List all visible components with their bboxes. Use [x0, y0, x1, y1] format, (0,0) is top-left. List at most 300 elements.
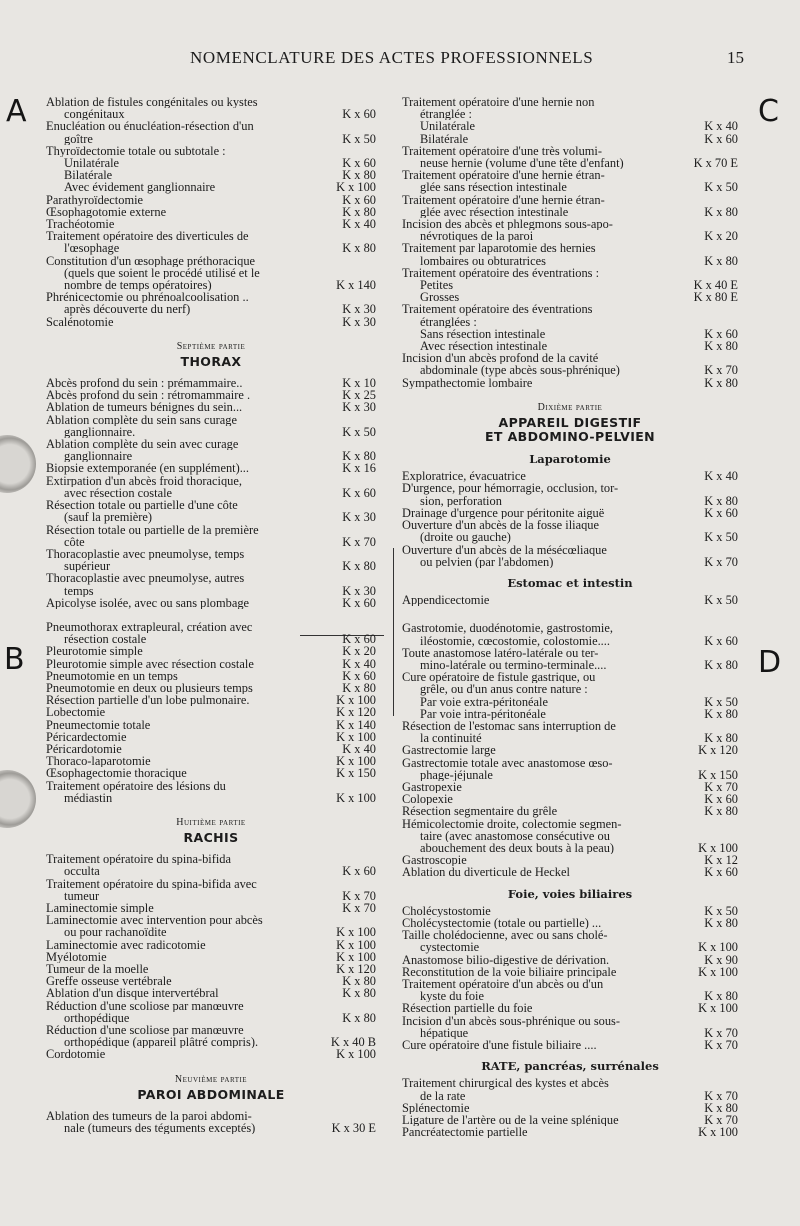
item-text-line: névrotiques de la paroi [420, 230, 534, 243]
item-text-line: lombaires ou obturatrices [420, 254, 546, 267]
list-item [46, 96, 376, 120]
item-text-line: ou pelvien (par l'abdomen) [420, 555, 554, 568]
list-item [46, 963, 376, 975]
item-value: K x 100 [336, 754, 376, 769]
item-text-line: Traitement opératoire des éventrations [402, 303, 593, 316]
item-text-line: temps [64, 584, 94, 597]
list-item [46, 316, 376, 328]
item-value: K x 50 [704, 903, 738, 918]
list-item [402, 594, 738, 606]
item-value: K x 60 [704, 505, 738, 520]
item-text-line: Péricardectomie [46, 730, 127, 743]
item-value: K x 10 [342, 376, 376, 391]
list-item [402, 96, 738, 120]
item-text-line: Parathyroïdectomie [46, 193, 144, 206]
item-text-line: Résection de l'estomac sans interruption de [402, 719, 616, 733]
list-item [402, 1102, 738, 1114]
list-rate [402, 1077, 738, 1138]
item-text-line: Ablation complète du sein sans curage [46, 413, 237, 426]
list-item [46, 755, 376, 767]
item-text-line: Résection segmentaire du grêle [402, 805, 558, 818]
item-value: K x 60 [704, 865, 738, 880]
list-item [46, 462, 376, 474]
item-value: K x 70 [704, 779, 738, 794]
item-value: K x 80 [704, 253, 738, 268]
item-value: K x 50 [704, 530, 738, 545]
list-item [46, 987, 376, 999]
list-item [402, 169, 738, 193]
list-item [402, 757, 738, 781]
corner-letter-b: B [4, 642, 25, 677]
item-text-line: (quels que soient le procédé utilisé et le [64, 266, 260, 280]
item-value: K x 100 [336, 925, 376, 940]
item-value: K x 50 [342, 424, 376, 439]
item-value: K x 30 [342, 302, 376, 317]
binder-hole-bottom [0, 770, 36, 828]
item-text-line: congénitaux [64, 108, 125, 121]
list-item [46, 939, 376, 951]
list-item [46, 645, 376, 657]
item-text-line: Anastomose bilio-digestive de dérivation. [402, 953, 610, 966]
list-item [46, 914, 376, 938]
item-text-line: abouchement des deux bouts à la peau) [420, 841, 615, 855]
list-item [402, 120, 738, 132]
item-text-line: tumeur [64, 889, 100, 902]
item-value: K x 60 [342, 192, 376, 207]
list-item [402, 708, 738, 720]
list-item [46, 572, 376, 596]
item-value: K x 100 [698, 1125, 738, 1140]
list-item [402, 519, 738, 543]
binder-hole-top [0, 435, 36, 493]
item-text-line: Bilatérale [64, 169, 113, 182]
item-value: K x 80 [704, 804, 738, 819]
list-item [402, 470, 738, 482]
item-value: K x 70 [704, 1113, 738, 1128]
item-text-line: sion, perforation [420, 494, 502, 507]
list-item [402, 544, 738, 568]
item-value: K x 40 [342, 741, 376, 756]
item-value: K x 20 [342, 644, 376, 659]
list-hernie [402, 96, 738, 389]
item-text-line: Incision d'un abcès profond de la cavité [402, 352, 599, 365]
list-item [46, 902, 376, 914]
item-text-line: Incision des abcès et phlegmons sous-apo- [402, 218, 613, 231]
item-value: K x 100 [336, 937, 376, 952]
list-item [402, 1002, 738, 1014]
item-value: K x 40 [342, 217, 376, 232]
corner-letter-a: A [6, 94, 27, 129]
item-text-line: phage-jéjunale [420, 768, 493, 781]
item-text-line: Lobectomie [46, 706, 106, 719]
item-text-line: D'urgence, pour hémorragie, occlusion, tor- [402, 482, 619, 495]
list-estomac [402, 594, 738, 606]
item-value: K x 16 [342, 461, 376, 476]
list-item [402, 145, 738, 169]
item-text-line: Unilatérale [64, 157, 120, 170]
item-text-line: Apicolyse isolée, avec ou sans plombage [46, 596, 250, 609]
item-value: K x 30 [342, 583, 376, 598]
item-text-line: Pneumectomie totale [46, 718, 151, 731]
item-text-line: Petites [420, 279, 454, 292]
item-text-line: Pneumotomie en deux ou plusieurs temps [46, 681, 253, 695]
item-text-line: Résection partielle d'un lobe pulmonaire. [46, 694, 250, 707]
list-thorax [46, 377, 376, 609]
item-text-line: Traitement opératoire des lésions du [46, 779, 226, 792]
section-title-line-1: APPAREIL DIGESTIF [498, 415, 642, 431]
item-value: K x 80 [704, 339, 738, 354]
item-value: K x 80 [342, 168, 376, 183]
item-value: K x 80 [704, 657, 738, 672]
item-text-line: Ablation complète du sein avec curage [46, 438, 239, 451]
list-item [46, 706, 376, 718]
item-value: K x 40 [342, 656, 376, 671]
item-value: K x 70 [342, 888, 376, 903]
list-item [46, 743, 376, 755]
item-text-line: Cordotomie [46, 1048, 106, 1061]
page-title: NOMENCLATURE DES ACTES PROFESSIONNELS [190, 48, 594, 67]
list-item [402, 978, 738, 1002]
section-label-8: Huitième partie [176, 816, 246, 828]
item-text-line: Ouverture d'un abcès de la fosse iliaque [402, 519, 599, 532]
list-item [46, 658, 376, 670]
item-text-line: iléostomie, cœcostomie, colostomie.... [420, 634, 610, 647]
item-text-line: Cholécystectomie (totale ou partielle) ... [402, 916, 602, 930]
item-text-line: Splénectomie [402, 1101, 470, 1115]
item-text-line: Ablation du diverticule de Heckel [402, 866, 570, 879]
list-item [46, 218, 376, 230]
item-text-line: Péricardotomie [46, 742, 122, 756]
list-item [402, 507, 738, 519]
item-value: K x 20 [704, 229, 738, 244]
section-title-thorax: THORAX [180, 354, 242, 370]
item-text-line: taire (avec anastomose consécutive ou [420, 829, 610, 842]
item-value: K x 150 [698, 767, 738, 782]
list-item [46, 438, 376, 462]
item-text-line: Sans résection intestinale [420, 327, 546, 341]
item-text-line: Phrénicectomie ou phrénoalcoolisation .. [46, 291, 249, 304]
item-value: K x 70 [342, 534, 376, 549]
list-item [46, 169, 376, 181]
item-text-line: Scalénotomie [46, 315, 114, 328]
subhead-foie: Foie, voies biliaires [507, 886, 633, 901]
item-text-line: Résection totale ou partielle de la première [46, 523, 259, 536]
item-text-line: Gastropexie [402, 780, 462, 794]
list-item [402, 647, 738, 671]
item-text-line: Traitement opératoire du spina-bifida [46, 853, 232, 866]
item-value: K x 80 [342, 204, 376, 219]
item-value: K x 60 [704, 326, 738, 341]
list-item [402, 1077, 738, 1101]
item-text-line: Constitution d'un œsophage préthoracique [46, 254, 256, 267]
subhead-estomac: Estomac et intestin [507, 575, 633, 590]
section-title-rachis: RACHIS [183, 830, 239, 846]
list-foie [402, 905, 738, 1051]
item-value: K x 40 B [330, 1035, 376, 1050]
item-text-line: Pneumothorax extrapleural, création avec [46, 620, 253, 634]
item-text-line: Thoracoplastie avec pneumolyse, autres [46, 572, 245, 585]
item-text-line: ganglionnaire [64, 450, 133, 463]
item-value: K x 30 E [331, 1121, 376, 1136]
list-item [402, 1126, 738, 1138]
list-item [402, 133, 738, 145]
item-value: K x 40 E [693, 278, 738, 293]
item-text-line: Œsophagotomie externe [46, 205, 167, 219]
item-text-line: avec résection costale [64, 486, 173, 500]
item-value: K x 80 [704, 1100, 738, 1115]
list-digestif-d [402, 622, 738, 878]
item-text-line: (sauf la première) [64, 511, 153, 524]
item-value: K x 80 E [693, 290, 738, 305]
section-title-paroi: PAROI ABDOMINALE [137, 1086, 285, 1102]
item-text-line: Résection totale ou partielle d'une côte [46, 499, 238, 512]
item-text-line: Gastroscopie [402, 854, 467, 867]
list-item [402, 793, 738, 805]
item-value: K x 40 [704, 119, 738, 134]
item-text-line: Grosses [420, 291, 460, 304]
list-item [46, 414, 376, 438]
item-text-line: abdominale (type abcès sous-phrénique) [420, 364, 620, 377]
item-value: K x 50 [704, 694, 738, 709]
item-text-line: Hémicolectomie droite, colectomie segmen- [402, 817, 622, 830]
item-text-line: Ablation de fistules congénitales ou kystes [46, 96, 258, 109]
list-item [46, 1110, 376, 1134]
item-value: K x 100 [336, 1047, 376, 1062]
item-value: K x 140 [336, 717, 376, 732]
item-text-line: goître [64, 132, 93, 145]
item-value: K x 100 [336, 790, 376, 805]
list-item [46, 621, 376, 645]
section-title-appareil [402, 416, 738, 444]
subhead-rate: RATE, pancréas, surrénales [481, 1059, 659, 1074]
item-value: K x 30 [342, 400, 376, 415]
list-item [46, 120, 376, 144]
item-value: K x 120 [336, 705, 376, 720]
item-text-line: Trachéotomie [46, 218, 115, 231]
list-item [46, 853, 376, 877]
item-text-line: Thyroïdectomie totale ou subtotale : [46, 144, 226, 158]
list-item [402, 1114, 738, 1126]
list-item [402, 805, 738, 817]
item-text-line: Toute anastomose latéro-latérale ou ter- [402, 646, 599, 659]
list-item [46, 1024, 376, 1048]
list-item [402, 917, 738, 929]
item-text-line: Laminectomie simple [46, 901, 154, 915]
list-laparotomie [402, 470, 738, 568]
item-value: K x 30 [342, 314, 376, 329]
list-item [402, 303, 738, 327]
item-text-line: glée sans résection intestinale [420, 181, 567, 194]
item-text-line: Par voie extra-péritonéale [420, 695, 548, 708]
list-item [46, 524, 376, 548]
item-text-line: cystectomie [420, 941, 480, 954]
list-item [46, 1000, 376, 1024]
list-item [402, 818, 738, 855]
item-text-line: Ligature de l'artère ou de la veine splénique [402, 1114, 619, 1127]
item-value: K x 80 [342, 680, 376, 695]
list-item [402, 1015, 738, 1039]
item-value: K x 100 [336, 729, 376, 744]
item-text-line: étranglées : [420, 315, 477, 328]
item-value: K x 120 [698, 743, 738, 758]
list-item [402, 267, 738, 279]
item-text-line: Abcès profond du sein : rétromammaire . [46, 389, 251, 402]
item-text-line: neuse hernie (volume d'une tête d'enfant) [420, 157, 624, 170]
item-value: K x 100 [698, 1001, 738, 1016]
list-item [46, 670, 376, 682]
list-item [46, 194, 376, 206]
item-text-line: Gastrotomie, duodénotomie, gastrostomie, [402, 622, 613, 635]
item-value: K x 80 [704, 915, 738, 930]
item-text-line: Myélotomie [46, 950, 107, 963]
item-value: K x 120 [336, 962, 376, 976]
item-value: K x 70 [704, 363, 738, 378]
list-item [46, 145, 376, 157]
item-text-line: Avec résection intestinale [420, 340, 548, 353]
item-value: K x 100 [698, 940, 738, 955]
list-item [402, 744, 738, 756]
item-text-line: glée avec résection intestinale [420, 205, 569, 219]
item-text-line: Réduction d'une scoliose par manœuvre [46, 1024, 244, 1037]
item-text-line: grêle, ou d'un anus contre nature : [420, 683, 588, 696]
item-text-line: supérieur [64, 560, 111, 573]
item-text-line: Exploratrice, évacuatrice [402, 470, 526, 483]
item-value: K x 100 [698, 840, 738, 855]
item-value: K x 60 [704, 131, 738, 146]
item-text-line: Unilatérale [420, 120, 476, 133]
item-text-line: Cure opératoire d'une fistule biliaire .... [402, 1039, 597, 1052]
list-item [402, 781, 738, 793]
item-value: K x 50 [342, 131, 376, 146]
item-text-line: Biopsie extemporanée (en supplément)... [46, 462, 250, 475]
item-value: K x 60 [704, 633, 738, 648]
list-item [46, 230, 376, 254]
item-text-line: nale (tumeurs des téguments exceptés) [64, 1122, 256, 1135]
item-text-line: Réduction d'une scoliose par manœuvre [46, 999, 244, 1012]
list-item [402, 954, 738, 966]
quadrant-rule-vertical [393, 548, 394, 716]
item-text-line: médiastin [64, 791, 113, 804]
list-item [402, 966, 738, 978]
item-text-line: côte [64, 535, 85, 548]
item-value: K x 70 [704, 1038, 738, 1053]
item-value: K x 60 [342, 668, 376, 683]
item-value: K x 60 [704, 792, 738, 807]
list-thorax-b [46, 621, 376, 804]
item-text-line: l'œsophage [64, 242, 120, 255]
list-item [402, 194, 738, 218]
item-text-line: Traitement opératoire des diverticules de [46, 230, 249, 243]
list-item [46, 181, 376, 193]
item-value: K x 60 [342, 864, 376, 879]
list-item [46, 767, 376, 779]
list-item [46, 682, 376, 694]
list-item [402, 866, 738, 878]
item-value: K x 60 [342, 156, 376, 171]
list-item [402, 328, 738, 340]
item-value: K x 100 [336, 949, 376, 964]
item-value: K x 12 [704, 853, 738, 868]
item-value: K x 80 [342, 1010, 376, 1025]
list-item [46, 157, 376, 169]
right-column [402, 96, 738, 1138]
list-item [402, 352, 738, 376]
item-text-line: Laminectomie avec radicotomie [46, 938, 206, 951]
item-text-line: Pleurotomie simple avec résection costale [46, 657, 254, 670]
left-column [46, 96, 376, 1134]
item-text-line: mino-latérale ou termino-terminale.... [420, 658, 607, 672]
list-item [46, 291, 376, 315]
item-value: K x 80 [342, 986, 376, 1001]
item-value: K x 60 [342, 107, 376, 122]
corner-letter-d: D [758, 645, 782, 680]
item-text-line: Sympathectomie lombaire [402, 376, 533, 389]
item-text-line: Appendicectomie [402, 594, 490, 607]
list-item [46, 377, 376, 389]
item-text-line: Abcès profond du sein : prémammaire.. [46, 377, 243, 390]
item-text-line: Cure opératoire de fistule gastrique, ou [402, 671, 596, 684]
item-text-line: Traitement opératoire des éventrations : [402, 266, 600, 280]
item-text-line: orthopédique [64, 1011, 130, 1025]
item-text-line: Traitement opératoire d'une hernie étran- [402, 169, 605, 182]
subhead-laparotomie: Laparotomie [529, 452, 611, 467]
item-value: K x 70 [704, 1088, 738, 1103]
list-item [46, 597, 376, 609]
item-text-line: Avec évidement ganglionnaire [64, 181, 216, 194]
item-text-line: Pneumotomie en un temps [46, 669, 178, 682]
item-value: K x 80 [704, 989, 738, 1004]
item-value: K x 60 [342, 485, 376, 500]
item-value: K x 80 [704, 493, 738, 508]
item-text-line: Extirpation d'un abcès froid thoracique, [46, 474, 242, 487]
list-item [46, 731, 376, 743]
item-value: K x 140 [336, 278, 376, 293]
list-item [402, 1039, 738, 1051]
item-text-line: Gastrectomie large [402, 744, 496, 757]
list-item [402, 929, 738, 953]
list-item [46, 206, 376, 218]
item-text-line: Traitement par laparotomie des hernies [402, 242, 596, 255]
item-text-line: Traitement opératoire du spina-bifida avec [46, 877, 257, 890]
item-text-line: Taille cholédocienne, avec ou sans cholé- [402, 929, 608, 942]
item-text-line: occulta [64, 865, 100, 878]
item-value: K x 150 [336, 766, 376, 781]
list-item [402, 905, 738, 917]
item-value: K x 80 [704, 204, 738, 219]
item-text-line: orthopédique (appareil plâtré compris). [64, 1036, 259, 1049]
list-rachis [46, 853, 376, 1060]
item-value: K x 100 [336, 180, 376, 195]
item-text-line: après découverte du nerf) [64, 303, 191, 316]
item-text-line: Incision d'un abcès sous-phrénique ou sous- [402, 1014, 620, 1027]
list-item [402, 482, 738, 506]
item-value: K x 80 [342, 559, 376, 574]
list-paroi [46, 1110, 376, 1134]
section-title-line-2: ET ABDOMINO-PELVIEN [484, 429, 656, 445]
list-item [402, 242, 738, 266]
item-text-line: hépatique [420, 1026, 469, 1040]
item-value: K x 50 [704, 180, 738, 195]
list-item [46, 389, 376, 401]
list-item [402, 279, 738, 291]
list-item [402, 696, 738, 708]
item-text-line: Greffe osseuse vertébrale [46, 975, 172, 988]
list-item [46, 548, 376, 572]
item-text-line: Pancréatectomie partielle [402, 1126, 528, 1139]
list-item [402, 854, 738, 866]
list-general [46, 96, 376, 328]
item-text-line: résection costale [64, 633, 147, 646]
